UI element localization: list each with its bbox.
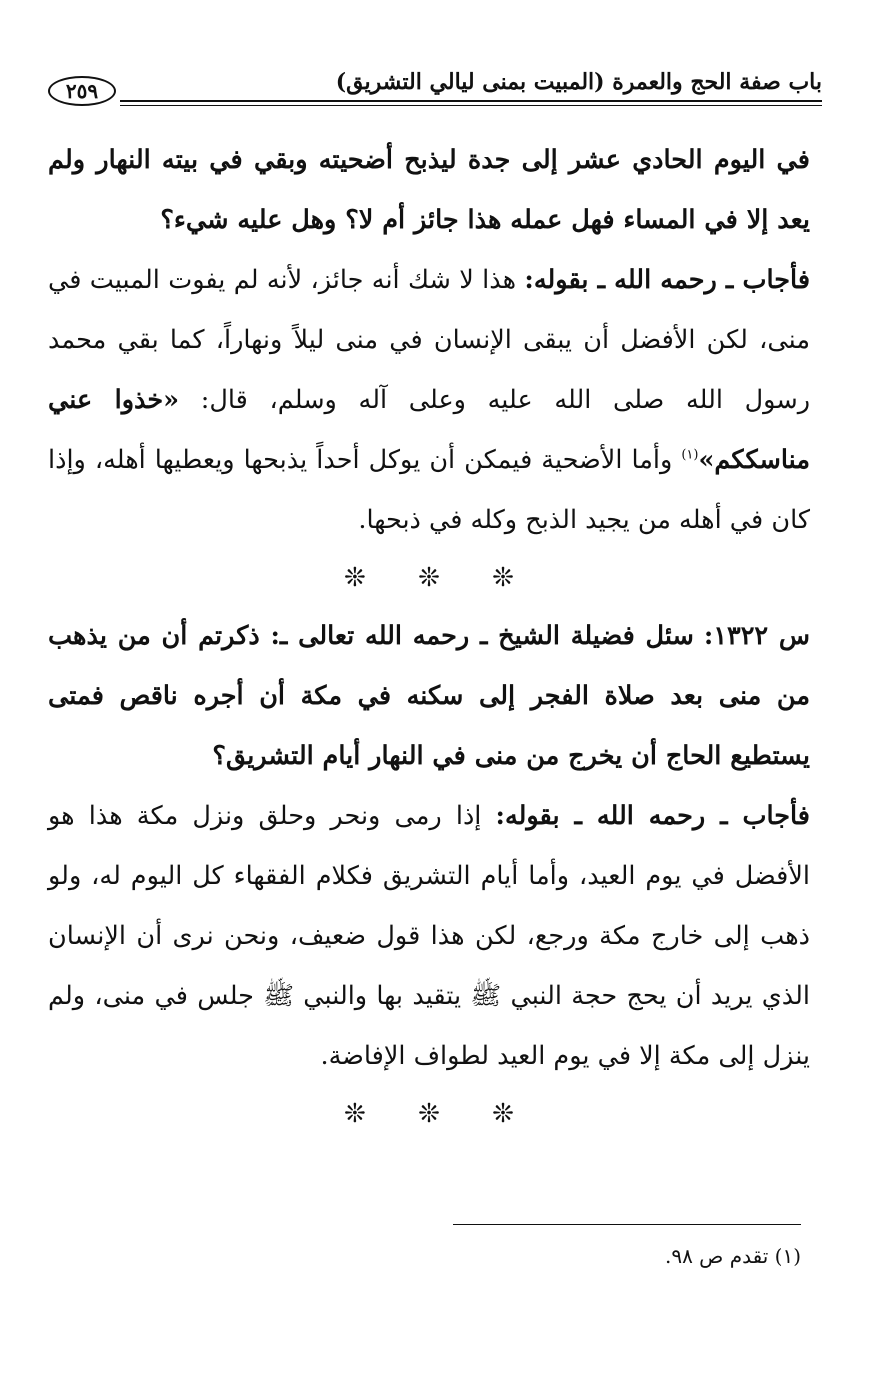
- running-title: باب صفة الحج والعمرة (المبيت بمنى ليالي التشريق): [335, 69, 822, 95]
- hadith-quote: «خذوا عني مناسككم»: [48, 385, 811, 475]
- ornament-icon: ❊: [418, 563, 440, 593]
- header-rule-thin: [120, 105, 822, 106]
- answer-text: هذا لا شك أنه جائز، لأنه لم يفوت المبيت في منى، لكن الأفضل أن يبقى الإنسان في منى ليلاً ونهاراً، كما بقي محمد رسول الله صلى الله عليه وعلى آله وسلم، قال:: [48, 265, 811, 415]
- question-text: في اليوم الحادي عشر إلى جدة ليذبح أضحيته وبقي في بيته النهار ولم يعد إلا في المساء فهل عمله هذا جائز أم لا؟ وهل عليه شيء؟: [48, 145, 810, 235]
- ornament-icon: ❊: [344, 563, 366, 593]
- question-label: س ١٣٢٢:: [703, 621, 810, 651]
- page-number: ٢٥٩: [48, 76, 116, 106]
- ornament-icon: ❊: [492, 1099, 514, 1129]
- page-body: [48, 130, 810, 1142]
- answer-text: إذا رمى ونحر وحلق ونزل مكة هذا هو الأفضل في يوم العيد، وأما أيام التشريق فكلام الفقهاء كل اليوم له، ولو ذهب إلى خارج مكة ورجع، لكن هذا قول ضعيف، ونحن نرى أن الإنسان الذي يريد أن يحج حجة النبي ﷺ يتقيد بها والنبي ﷺ جلس في منى، ولم ينزل إلى مكة إلا في يوم العيد لطواف الإفاضة.: [48, 801, 810, 1071]
- ornament-icon: ❊: [344, 1099, 366, 1129]
- answer-text-continued: وأما الأضحية فيمكن أن يوكل أحداً يذبحها ويعطيها أهله، وإذا كان في أهله من يجيد الذبح وكله في ذبحها.: [48, 445, 810, 535]
- footnote-reference: (١): [681, 447, 699, 463]
- section-separator: [48, 550, 810, 606]
- page-header: [48, 66, 822, 110]
- ornament-icon: ❊: [418, 1099, 440, 1129]
- footnote: (١) تقدم ص ٩٨.: [664, 1244, 801, 1268]
- question-paragraph: [48, 606, 810, 786]
- footnote-rule: [453, 1224, 801, 1225]
- question-text: سئل فضيلة الشيخ ـ رحمه الله تعالى ـ: ذكرتم أن من يذهب من منى بعد صلاة الفجر إلى سكنه في مكة أن أجره ناقص فمتى يستطيع الحاج أن يخرج من منى في النهار أيام التشريق؟: [48, 621, 810, 771]
- answer-lead: فأجاب ـ رحمه الله ـ بقوله:: [495, 801, 810, 831]
- header-rule: [120, 100, 822, 102]
- ornament-icon: ❊: [492, 563, 514, 593]
- question-continuation: [48, 130, 810, 250]
- answer-lead: فأجاب ـ رحمه الله ـ بقوله:: [524, 265, 811, 295]
- answer-paragraph: [48, 786, 810, 1086]
- answer-paragraph: [48, 250, 810, 550]
- section-separator: [48, 1086, 810, 1142]
